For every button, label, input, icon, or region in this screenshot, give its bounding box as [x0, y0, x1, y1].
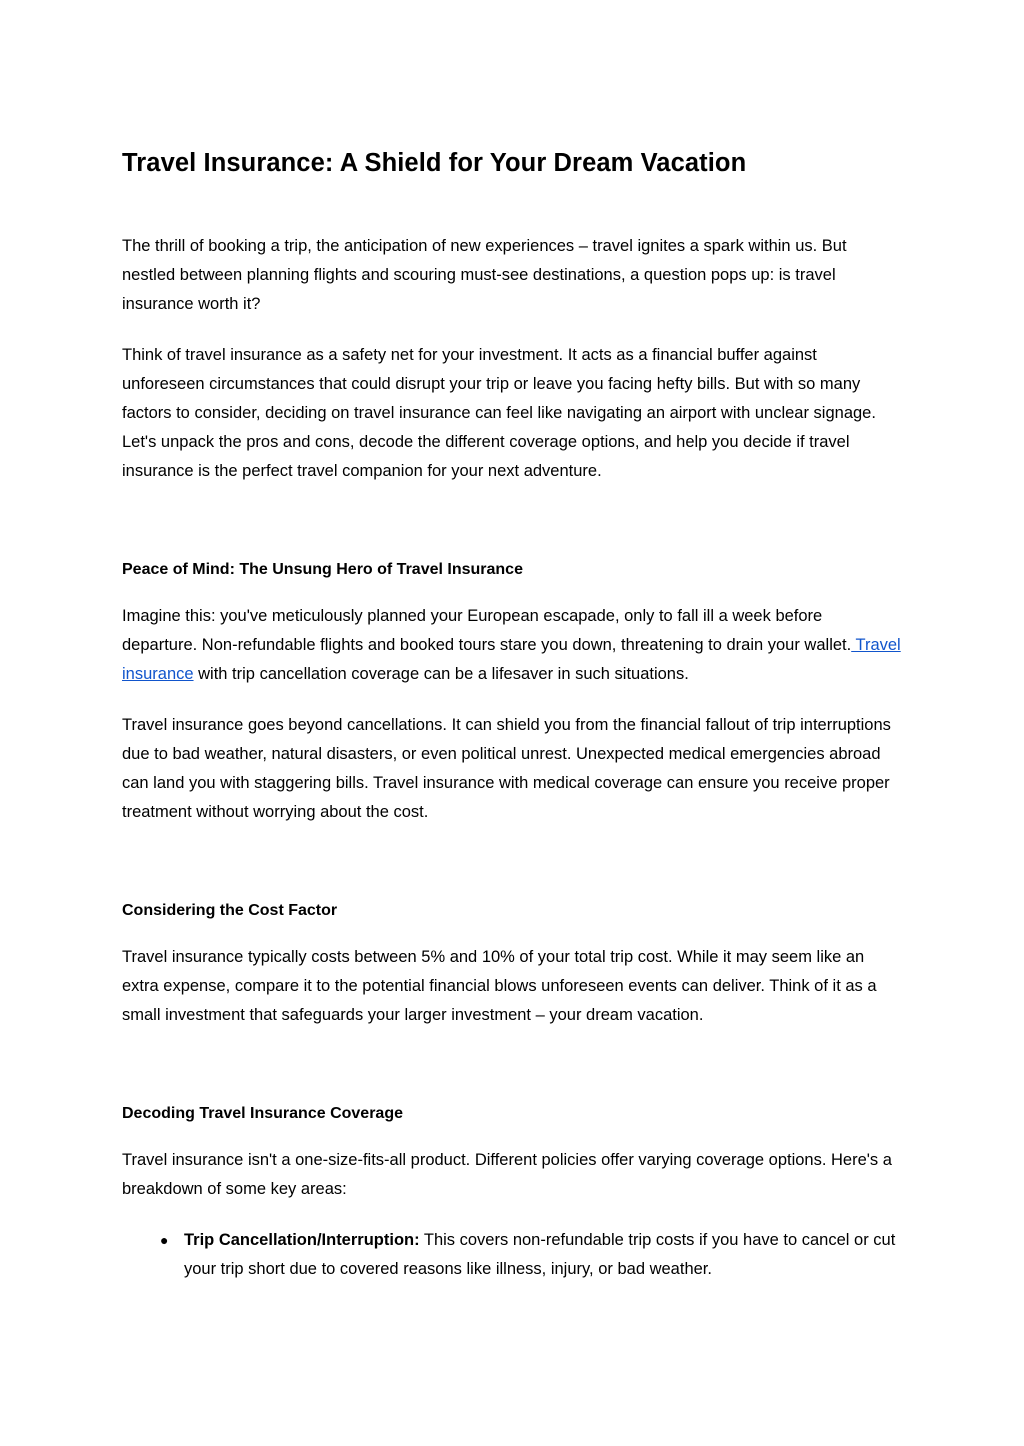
section-heading-cost-factor: Considering the Cost Factor: [122, 901, 338, 919]
section-gap-1: [122, 508, 902, 556]
coverage-bullet-list: [122, 1226, 902, 1284]
section-heading-peace-of-mind: Peace of Mind: The Unsung Hero of Travel Insurance: [122, 560, 523, 578]
section-heading-decoding-coverage: Decoding Travel Insurance Coverage: [122, 1104, 403, 1122]
page-title: Travel Insurance: A Shield for Your Dream Vacation: [122, 149, 747, 177]
section-1-paragraph-1: [122, 602, 902, 689]
section-1-paragraph-2: Travel insurance goes beyond cancellations. It can shield you from the financial fallout of trip interruptions due to bad weather, natural disasters, or even political unrest. Unexpected medical emergencies abroad can land you with staggering bills. Travel insurance with medical coverage can ensure you receive proper treatment without worrying about the cost.: [122, 715, 891, 821]
intro-paragraph-2: Think of travel insurance as a safety net for your investment. It acts as a financial buffer against unforeseen circumstances that could disrupt your trip or leave you facing hefty bills. But with so many factors to consider, deciding on travel insurance can feel like navigating an airport with unclear signage. Let's unpack the pros and cons, decode the different coverage options, and help you decide if travel insurance is the perfect travel companion for your next adventure.: [122, 345, 876, 480]
bullet-text: This covers non-refundable trip costs if you have to cancel or cut your trip short due to covered reasons like illness, injury, or bad weather.: [184, 1230, 896, 1278]
intro-paragraph-1: The thrill of booking a trip, the anticipation of new experiences – travel ignites a spark within us. But nestled between planning flights and scouring must-see destinations, a question pops up: is travel insurance worth it?: [122, 236, 847, 313]
section-gap-3: [122, 1052, 902, 1100]
travel-insurance-link[interactable]: Travel insurance: [122, 635, 901, 683]
title-spacer: [122, 180, 902, 232]
section-2-paragraph-1: Travel insurance typically costs between 5% and 10% of your total trip cost. While it may seem like an extra expense, compare it to the potential financial blows unforeseen events can deliver. Think of it as a small investment that safeguards your larger investment – your dream vacation.: [122, 947, 877, 1024]
bullet-dot-icon: ●: [160, 1231, 169, 1248]
list-item: [160, 1226, 902, 1284]
section-3-paragraph-1: Travel insurance isn't a one-size-fits-all product. Different policies offer varying coverage options. Here's a breakdown of some key areas:: [122, 1150, 892, 1198]
section-1-paragraph-1-after-link: with trip cancellation coverage can be a lifesaver in such situations.: [193, 664, 689, 683]
bullet-term: Trip Cancellation/Interruption:: [184, 1230, 420, 1249]
section-1-paragraph-1-before-link: Imagine this: you've meticulously planned your European escapade, only to fall ill a week before departure. Non-refundable flights and booked tours stare you down, threatening to drain your wallet.: [122, 606, 852, 654]
section-gap-2: [122, 849, 902, 897]
